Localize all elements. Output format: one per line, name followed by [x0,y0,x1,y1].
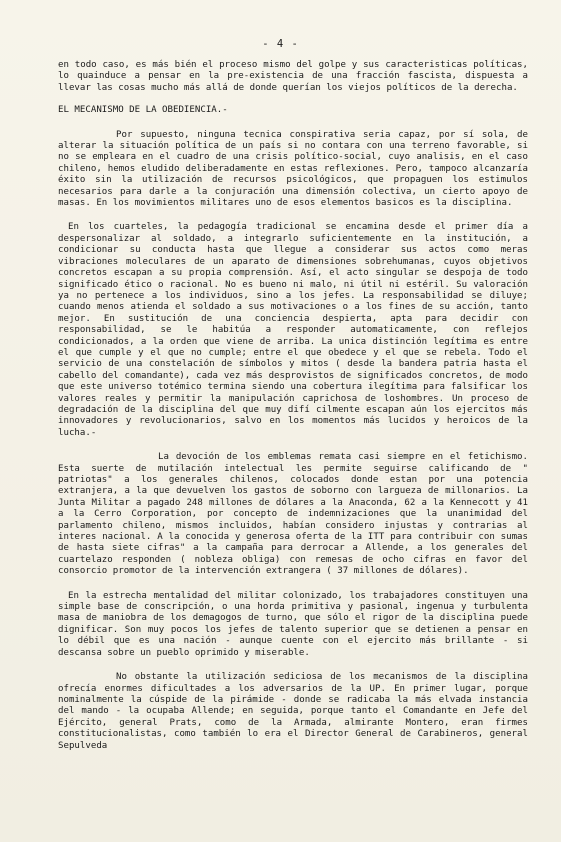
paragraph-2: Por supuesto, ninguna tecnica conspirativa seria capaz, por sí sola, de alterar la situación política de un país si no contara con una terreno favorable, si no se empleara en el cuadro de una crisis político-social, cuyo analisis, en el caso chileno, hemos eludido deliberadamente en estas reflexiones. Pero, tampoco alcanzaría éxito sin la utilización de recursos psicológicos, que propaguen los estimulos necesarios para darle a la conjuración una dimensión colectiva, un cierto apoyo de masas. En los movimientos militares uno de esos elementos basicos es la disciplina. [58,129,528,209]
paragraph-6: No obstante la utilización sediciosa de los mecanismos de la disciplina ofrecía enormes dificultades a los adversarios de la UP. En primer lugar, porque nominalmente la cúspide de la pirámide - donde se radicaba la más elvada instancia del mando - la ocupaba Allende; en seguida, porque tanto el Comandante en Jefe del Ejército, general Prats, como de la Armada, almirante Montero, eran firmes constitucionalistas, como también lo era el Director General de Carabineros, general Sepulveda [58,672,528,751]
paragraph-5: En la estrecha mentalidad del militar colonizado, los trabajadores constituyen una simple base de conscripción, o una horda primitiva y pasional, ingenua y turbulenta masa de maniobra de los demagogos de turno, que sólo el rigor de la disciplina puede dignificar. Son muy pocos los jefes de talento superior que se detienen a pensar en lo débil que es una nación - aunque cuente con el ejercito más brillante - si descansa sobre un pueblo oprimido y miserable. [58,590,528,658]
paragraph-1: en todo caso, es más bién el proceso mismo del golpe y sus caracteristicas políticas, lo quainduce a pensar en la pre-existencia de una fracción fascista, dispuesta a llevar las cosas mucho más allá de donde querían los viejos políticos de la derecha. [58,60,528,93]
section-heading: EL MECANISMO DE LA OBEDIENCIA.- [58,105,228,116]
paragraph-3: En los cuarteles, la pedagogía tradicional se encamina desde el primer día a despersonalizar al soldado, a integrarlo suficientemente en la institución, a condicionar su conducta hasta que llegue a considerar sus actos como meras vibraciones moleculares de un aparato de dimensiones sobrehumanas, cuyos objetivos concretos escapan a su propia comprensión. Así, el acto singular se despoja de todo significado ético o racional. No es bueno ni malo, ni útil ni estéril. Su valoración ya no pertenece a los individuos, sino a los jefes. La responsabilidad se diluye; cuando menos atienda el soldado a sus motivaciones o a los fines de su acción, tanto mejor. En sustitución de una conciencia despierta, apta para decidir con responsabilidad, se le habitúa a responder automaticamente, con reflejos condicionados, a la orden que viene de arriba. La unica distinción legítima es entre el que cumple y el que no cumple; entre el que obedece y el que se rebela. Todo el servicio de una constelación de símbolos y mitos ( desde la bandera patria hasta el cabello del comandante), cada vez más desprovistos de significados concretos, de modo que este universo totémico termina siendo una cobertura ilegítima para falsificar los valores reales y permitir la manipulación caprichosa de loshombres. Un proceso de degradación de la disciplina del que muy difí cilmente escapan aún los ejercitos más innovadores y revolucionarios, salvo en los momentos más lucidos y heroicos de la lucha.- [58,222,528,438]
paragraph-4: La devoción de los emblemas remata casi siempre en el fetichismo. Esta suerte de mutilación intelectual les permite seguirse calificando de " patriotas" a los generales chilenos, colocados donde estan por una potencia extranjera, a la que devuelven los gastos de soborno con largueza de millonarios. La Junta Militar a pagado 248 millones de dólares a la Anaconda, 62 a la Kennecott y 41 a la Cerro Corporation, por concepto de indemnizaciones que la unanimidad del parlamento chileno, mismos incluidos, habían considero injustas y contrarias al interes nacional. A la conocida y generosa oferta de la ITT para contribuir con sumas de hasta siete cifras" a la campaña para derrocar a Allende, a los generales del cuartelazo responden ( nobleza obliga) con remesas de ocho cifras en favor del consorcio promotor de la intervención extrangera ( 37 millones de dólares). [58,452,528,577]
page-number: - 4 - [262,38,299,50]
document-body [58,60,528,752]
